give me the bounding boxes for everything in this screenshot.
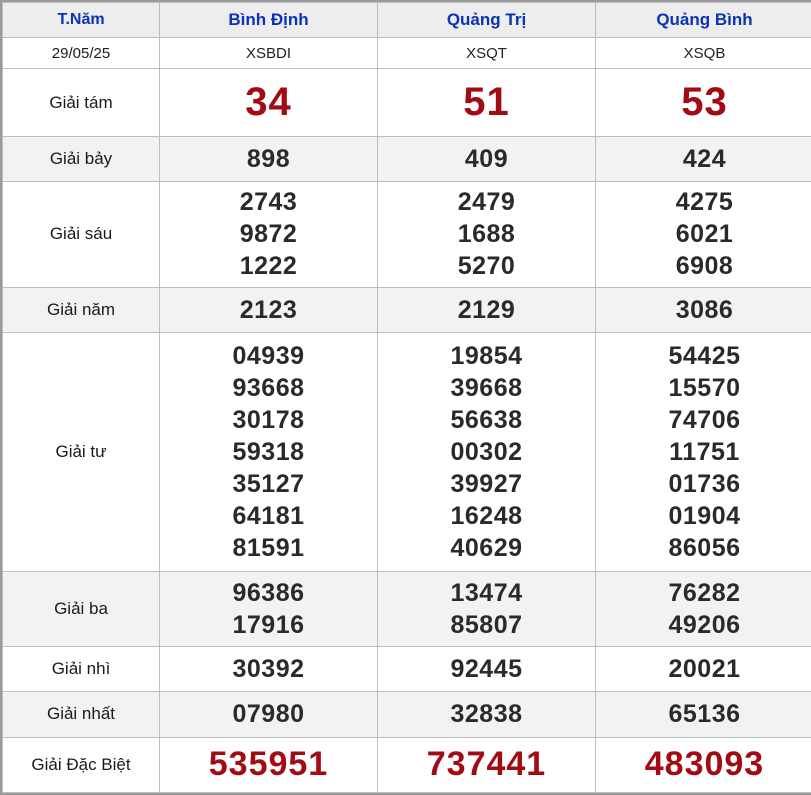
number-list-2: 51 bbox=[463, 80, 510, 125]
prize-numbers: 2479 1688 5270 bbox=[378, 182, 596, 288]
prize-numbers: 409 bbox=[378, 136, 596, 181]
prize-numbers: 535951 bbox=[160, 737, 378, 792]
prize-numbers: 65136 bbox=[596, 692, 811, 737]
number-list-1: 34 bbox=[245, 80, 292, 125]
prize-numbers: 76282 49206 bbox=[596, 571, 811, 646]
table-row bbox=[3, 182, 811, 288]
prize-label: Giải sáu bbox=[3, 182, 160, 288]
prize-numbers: 2743 9872 1222 bbox=[160, 182, 378, 288]
prize-numbers: 30392 bbox=[160, 647, 378, 692]
prize-numbers: 4275 6021 6908 bbox=[596, 182, 811, 288]
prize-label: Giải tám bbox=[3, 69, 160, 136]
prize-numbers: 07980 bbox=[160, 692, 378, 737]
lottery-results-table bbox=[2, 2, 811, 793]
prize-label: Giải bảy bbox=[3, 136, 160, 181]
prize-numbers bbox=[596, 69, 811, 136]
prize-numbers: 3086 bbox=[596, 287, 811, 332]
prize-numbers: 19854 39668 56638 00302 39927 16248 40629 bbox=[378, 333, 596, 572]
prize-label: Giải năm bbox=[3, 287, 160, 332]
province-code-2: XSQT bbox=[378, 38, 596, 69]
prize-numbers: 424 bbox=[596, 136, 811, 181]
prize-numbers: 2129 bbox=[378, 287, 596, 332]
table-subheader-row bbox=[3, 38, 811, 69]
prize-numbers: 898 bbox=[160, 136, 378, 181]
prize-numbers bbox=[378, 69, 596, 136]
table-row bbox=[3, 647, 811, 692]
prize-numbers: 92445 bbox=[378, 647, 596, 692]
header-province-3: Quảng Bình bbox=[596, 3, 811, 38]
prize-numbers: 04939 93668 30178 59318 35127 64181 81591 bbox=[160, 333, 378, 572]
province-code-3: XSQB bbox=[596, 38, 811, 69]
table-row bbox=[3, 136, 811, 181]
table-row bbox=[3, 737, 811, 792]
province-code-1: XSBDI bbox=[160, 38, 378, 69]
prize-label: Giải nhất bbox=[3, 692, 160, 737]
prize-numbers: 96386 17916 bbox=[160, 571, 378, 646]
prize-numbers bbox=[160, 69, 378, 136]
table-row bbox=[3, 69, 811, 136]
table-body bbox=[3, 3, 811, 793]
prize-label: Giải nhì bbox=[3, 647, 160, 692]
prize-label: Giải Đặc Biệt bbox=[3, 737, 160, 792]
header-day-label: T.Năm bbox=[3, 3, 160, 38]
prize-numbers: 2123 bbox=[160, 287, 378, 332]
table-row bbox=[3, 333, 811, 572]
prize-label: Giải tư bbox=[3, 333, 160, 572]
table-header-row bbox=[3, 3, 811, 38]
draw-date: 29/05/25 bbox=[3, 38, 160, 69]
header-province-2: Quảng Trị bbox=[378, 3, 596, 38]
prize-numbers: 54425 15570 74706 11751 01736 01904 86056 bbox=[596, 333, 811, 572]
table-row bbox=[3, 692, 811, 737]
prize-numbers: 32838 bbox=[378, 692, 596, 737]
prize-numbers: 737441 bbox=[378, 737, 596, 792]
table-row bbox=[3, 571, 811, 646]
prize-numbers: 483093 bbox=[596, 737, 811, 792]
prize-numbers: 20021 bbox=[596, 647, 811, 692]
prize-label: Giải ba bbox=[3, 571, 160, 646]
header-province-1: Bình Định bbox=[160, 3, 378, 38]
prize-numbers: 13474 85807 bbox=[378, 571, 596, 646]
table-row bbox=[3, 287, 811, 332]
number-list-3: 53 bbox=[681, 80, 728, 125]
